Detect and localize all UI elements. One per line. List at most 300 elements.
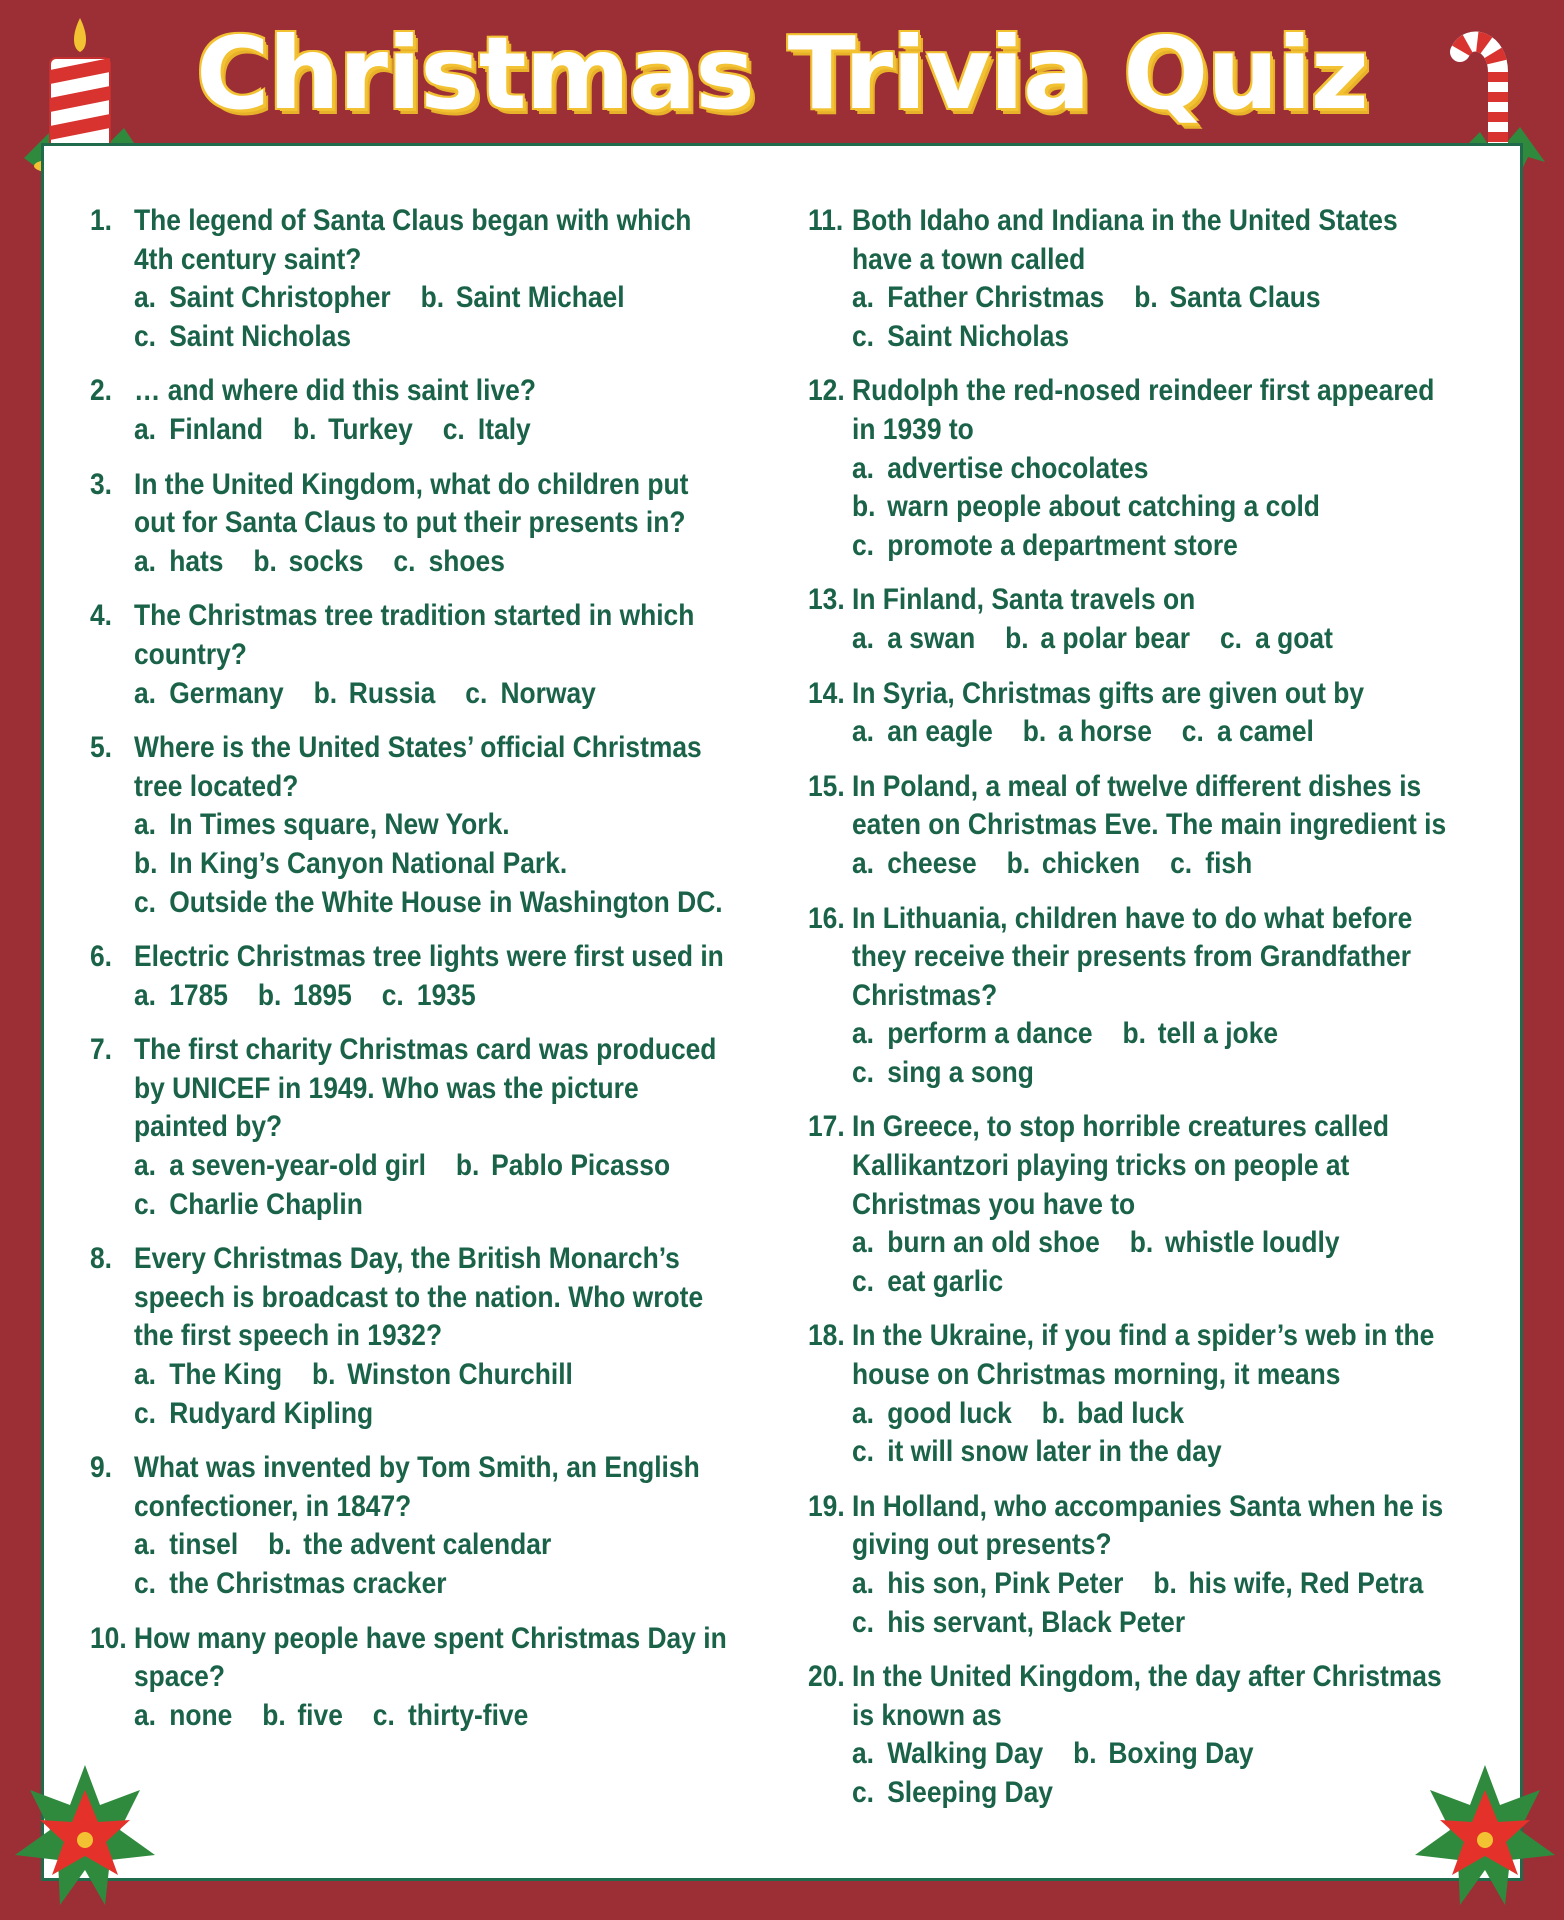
option-letter: b.	[134, 846, 158, 880]
question-text: In the United Kingdom, the day after Christmas	[852, 1660, 1442, 1694]
question-text: country?	[134, 637, 247, 671]
answer-option	[1005, 620, 1190, 659]
option-text: thirty-five	[408, 1698, 529, 1732]
answer-option	[1042, 1395, 1184, 1434]
answer-option	[852, 1224, 1100, 1263]
option-text: the Christmas cracker	[169, 1567, 447, 1600]
option-text: socks	[288, 544, 364, 578]
answer-option	[134, 1526, 238, 1565]
question-text: In Finland, Santa travels on	[852, 583, 1196, 617]
question-number: 7.	[90, 1033, 113, 1067]
answer-option	[393, 543, 505, 582]
question-text: Both Idaho and Indiana in the United States	[852, 204, 1398, 237]
option-letter: c.	[852, 1264, 875, 1298]
answer-option	[852, 1735, 1043, 1774]
answer-option	[852, 620, 975, 659]
question-text: in 1939 to	[852, 412, 974, 446]
option-text: Saint Nicholas	[169, 319, 352, 353]
option-letter: a.	[134, 544, 157, 578]
question-text: out for Santa Claus to put their presents in?	[134, 506, 686, 540]
question-text: they receive their presents from Grandfather	[852, 940, 1411, 974]
question-number: 15.	[808, 769, 845, 803]
option-letter: a.	[852, 621, 875, 655]
answer-options	[808, 1054, 1508, 1093]
answer-option	[134, 543, 223, 582]
question-text: by UNICEF in 1949. Who was the picture	[134, 1071, 639, 1105]
answer-options	[90, 1395, 790, 1434]
question-item	[90, 729, 790, 922]
question-text: space?	[134, 1660, 225, 1694]
question-number: 19.	[808, 1489, 845, 1523]
question-item	[90, 372, 790, 449]
question-item	[808, 768, 1508, 884]
answer-options	[90, 1565, 790, 1604]
question-number: 16.	[808, 901, 845, 935]
answer-option	[262, 1697, 343, 1736]
option-text: none	[169, 1698, 233, 1732]
answer-option	[258, 977, 352, 1016]
option-letter: c.	[1170, 846, 1193, 880]
question-text: The legend of Santa Claus began with which	[134, 204, 692, 237]
question-text: In Lithuania, children have to do what before	[852, 901, 1413, 935]
answer-options	[90, 675, 790, 714]
option-text: a polar bear	[1040, 621, 1191, 655]
option-letter: b.	[1129, 1226, 1154, 1260]
answer-option	[421, 279, 625, 318]
answer-options	[808, 1015, 1508, 1054]
option-letter: b.	[262, 1698, 286, 1732]
option-text: Outside the White House in Washington DC.	[169, 885, 723, 919]
answer-option	[134, 884, 723, 923]
option-text: warn people about catching a cold	[887, 490, 1320, 524]
option-letter: a.	[852, 281, 875, 315]
option-text: sing a song	[887, 1055, 1034, 1089]
question-item	[808, 900, 1508, 1093]
question-number: 18.	[808, 1319, 845, 1353]
question-text: speech is broadcast to the nation. Who wrote	[134, 1280, 704, 1314]
option-letter: b.	[292, 412, 317, 446]
question-text: 4th century saint?	[134, 242, 362, 276]
question-item	[808, 1317, 1508, 1471]
answer-options	[808, 1565, 1508, 1604]
answer-option	[852, 318, 1069, 357]
option-text: Germany	[169, 676, 284, 710]
question-number: 10.	[90, 1621, 127, 1655]
answer-option	[456, 1147, 670, 1186]
answer-option	[852, 1774, 1053, 1813]
option-text: good luck	[887, 1396, 1012, 1430]
option-letter: c.	[134, 885, 157, 919]
option-letter: b.	[455, 1149, 480, 1183]
option-text: In King’s Canyon National Park.	[169, 846, 568, 880]
option-text: Pablo Picasso	[491, 1149, 671, 1183]
option-text: tinsel	[169, 1528, 239, 1562]
option-letter: b.	[852, 490, 876, 524]
question-item	[808, 1108, 1508, 1301]
question-number: 13.	[808, 583, 845, 617]
question-text: Christmas you have to	[852, 1187, 1136, 1221]
option-letter: c.	[852, 528, 875, 562]
question-text: Every Christmas Day, the British Monarch’s	[134, 1242, 680, 1276]
question-number: 12.	[808, 374, 845, 408]
question-number: 4.	[90, 599, 113, 633]
answer-options	[808, 1263, 1508, 1302]
question-item	[808, 1488, 1508, 1642]
option-letter: a.	[134, 281, 157, 315]
question-number: 2.	[90, 374, 113, 408]
answer-options	[90, 806, 790, 845]
option-text: his wife, Red Petra	[1188, 1567, 1424, 1600]
answer-options	[808, 318, 1508, 357]
answer-option	[1007, 845, 1141, 884]
answer-options	[808, 845, 1508, 884]
answer-options	[808, 279, 1508, 318]
answer-option	[268, 1526, 551, 1565]
answer-option	[134, 675, 284, 714]
option-text: a horse	[1057, 715, 1152, 749]
option-letter: b.	[313, 676, 338, 710]
answer-option	[852, 1015, 1093, 1054]
option-text: his son, Pink Peter	[887, 1567, 1124, 1600]
answer-option	[852, 488, 1320, 527]
option-letter: b.	[1006, 846, 1031, 880]
option-letter: a.	[134, 978, 157, 1012]
answer-option	[852, 713, 993, 752]
answer-option	[382, 977, 476, 1016]
option-text: Russia	[348, 676, 436, 710]
option-text: promote a department store	[887, 528, 1238, 562]
answer-option	[852, 1395, 1012, 1434]
question-number: 11.	[808, 204, 844, 237]
option-text: Saint Christopher	[169, 281, 391, 315]
option-letter: c.	[852, 1055, 875, 1089]
option-text: In Times square, New York.	[169, 808, 510, 842]
answer-option	[314, 675, 436, 714]
answer-options	[90, 411, 790, 450]
option-letter: c.	[393, 544, 416, 578]
question-number: 1.	[90, 204, 113, 237]
option-text: Rudyard Kipling	[169, 1396, 374, 1430]
question-text: confectioner, in 1847?	[134, 1489, 412, 1523]
question-item	[90, 1449, 790, 1603]
option-text: Finland	[169, 412, 264, 446]
option-text: The King	[169, 1358, 283, 1392]
question-text: How many people have spent Christmas Day in	[134, 1621, 727, 1655]
option-letter: a.	[852, 1396, 875, 1430]
question-item	[90, 597, 790, 713]
answer-options	[90, 884, 790, 923]
question-text: Electric Christmas tree lights were first used in	[134, 940, 724, 974]
question-text: … and where did this saint live?	[134, 374, 536, 408]
answer-option	[852, 1054, 1034, 1093]
question-text: In Syria, Christmas gifts are given out by	[852, 676, 1365, 710]
answer-option	[134, 1147, 426, 1186]
option-letter: a.	[134, 676, 157, 710]
option-letter: a.	[852, 1737, 875, 1771]
option-text: Walking Day	[887, 1737, 1044, 1771]
option-letter: c.	[1181, 715, 1204, 749]
option-letter: c.	[372, 1698, 395, 1732]
answer-option	[1130, 1224, 1340, 1263]
answer-option	[293, 411, 413, 450]
question-number: 8.	[90, 1242, 113, 1276]
answer-options	[90, 543, 790, 582]
question-number: 5.	[90, 731, 113, 765]
option-text: Turkey	[328, 412, 413, 446]
answer-option	[253, 543, 363, 582]
option-text: hats	[169, 544, 224, 578]
answer-options	[808, 1433, 1508, 1472]
option-text: Charlie Chaplin	[169, 1187, 363, 1221]
answer-option	[134, 1356, 282, 1395]
answer-option	[852, 1604, 1185, 1643]
question-text: What was invented by Tom Smith, an English	[134, 1451, 700, 1485]
option-letter: c.	[465, 676, 488, 710]
answer-options	[808, 713, 1508, 752]
option-text: 1785	[169, 978, 228, 1012]
answer-option	[852, 1263, 1003, 1302]
option-text: the advent calendar	[303, 1528, 552, 1562]
option-text: a camel	[1217, 715, 1314, 749]
answer-options	[90, 1526, 790, 1565]
quiz-panel	[44, 146, 1520, 1878]
question-number: 6.	[90, 940, 113, 974]
option-letter: b.	[1153, 1567, 1177, 1600]
option-text: a goat	[1255, 621, 1333, 655]
option-text: Saint Michael	[455, 281, 625, 315]
answer-options	[90, 845, 790, 884]
answer-option	[134, 806, 510, 845]
option-text: Boxing Day	[1108, 1737, 1254, 1771]
answer-option	[134, 977, 228, 1016]
option-text: Italy	[477, 412, 531, 446]
question-item	[808, 202, 1508, 356]
answer-options	[808, 1774, 1508, 1813]
option-letter: a.	[852, 1017, 875, 1051]
option-letter: b.	[1022, 715, 1047, 749]
question-text: In Poland, a meal of twelve different dishes is	[852, 769, 1422, 803]
option-text: cheese	[887, 846, 977, 880]
option-text: burn an old shoe	[887, 1226, 1100, 1260]
question-text: is known as	[852, 1698, 1002, 1732]
answer-options	[90, 1186, 790, 1225]
answer-option	[852, 1565, 1123, 1604]
answer-option	[1073, 1735, 1253, 1774]
answer-option	[1023, 713, 1152, 752]
option-text: chicken	[1041, 846, 1141, 880]
question-text: In the Ukraine, if you find a spider’s web in the	[852, 1319, 1435, 1353]
answer-option	[852, 279, 1104, 318]
question-text: the first speech in 1932?	[134, 1319, 443, 1353]
question-text: painted by?	[134, 1110, 283, 1144]
question-item	[90, 1031, 790, 1224]
answer-option	[1220, 620, 1333, 659]
answer-options	[808, 1395, 1508, 1434]
poinsettia-icon	[1410, 1760, 1560, 1910]
question-item	[90, 1240, 790, 1433]
answer-option	[373, 1697, 528, 1736]
option-text: five	[297, 1698, 343, 1732]
option-letter: a.	[852, 715, 875, 749]
option-letter: a.	[134, 1358, 157, 1392]
question-item	[808, 372, 1508, 565]
answer-option	[134, 845, 567, 884]
option-text: perform a dance	[887, 1017, 1093, 1051]
option-letter: b.	[1134, 281, 1158, 315]
option-letter: c.	[381, 978, 404, 1012]
answer-options	[90, 318, 790, 357]
question-text: Christmas?	[852, 978, 998, 1012]
question-number: 20.	[808, 1660, 845, 1694]
question-text: In Greece, to stop horrible creatures called	[852, 1110, 1389, 1144]
answer-option	[134, 1395, 373, 1434]
question-item	[808, 1658, 1508, 1812]
question-item	[90, 466, 790, 582]
option-letter: a.	[134, 1698, 157, 1732]
option-letter: c.	[442, 412, 465, 446]
option-letter: c.	[134, 319, 157, 353]
answer-option	[443, 411, 531, 450]
answer-option	[134, 1697, 232, 1736]
option-text: tell a joke	[1157, 1017, 1279, 1051]
answer-option	[852, 1433, 1222, 1472]
option-text: his servant, Black Peter	[887, 1605, 1186, 1639]
answer-option	[852, 527, 1238, 566]
answer-option	[1170, 845, 1252, 884]
option-letter: a.	[852, 846, 875, 880]
answer-options	[808, 488, 1508, 527]
option-letter: b.	[257, 978, 282, 1012]
answer-option	[1123, 1015, 1279, 1054]
quiz-column-left	[90, 202, 790, 1751]
question-text: In Holland, who accompanies Santa when he is	[852, 1489, 1444, 1523]
question-text: Rudolph the red-nosed reindeer first appeared	[852, 374, 1435, 408]
option-letter: b.	[253, 544, 277, 578]
answer-options	[90, 1356, 790, 1395]
question-text: have a town called	[852, 242, 1086, 276]
question-item	[90, 938, 790, 1015]
question-item	[808, 581, 1508, 658]
option-text: 1895	[293, 978, 352, 1012]
option-letter: b.	[1041, 1396, 1066, 1430]
question-number: 17.	[808, 1110, 845, 1144]
question-text: Kallikantzori playing tricks on people at	[852, 1149, 1350, 1183]
option-text: an eagle	[887, 715, 993, 749]
answer-options	[808, 620, 1508, 659]
option-text: Sleeping Day	[887, 1775, 1053, 1809]
answer-options	[90, 1147, 790, 1186]
question-text: tree located?	[134, 769, 299, 803]
question-text: The Christmas tree tradition started in which	[134, 599, 695, 633]
answer-option	[1182, 713, 1314, 752]
option-letter: c.	[134, 1187, 157, 1221]
answer-option	[134, 1186, 363, 1225]
answer-options	[90, 977, 790, 1016]
answer-option	[465, 675, 596, 714]
option-letter: a.	[852, 451, 875, 485]
answer-options	[808, 1224, 1508, 1263]
option-text: 1935	[416, 978, 476, 1012]
option-letter: a.	[134, 1528, 157, 1562]
option-letter: a.	[852, 1567, 875, 1600]
answer-option	[1134, 279, 1320, 318]
option-letter: c.	[852, 1605, 875, 1639]
option-letter: b.	[312, 1358, 336, 1392]
question-number: 3.	[90, 467, 113, 501]
answer-options	[808, 1735, 1508, 1774]
option-text: bad luck	[1076, 1396, 1185, 1430]
question-text: house on Christmas morning, it means	[852, 1358, 1341, 1392]
option-letter: c.	[852, 1775, 875, 1809]
question-item	[90, 1620, 790, 1736]
option-text: whistle loudly	[1164, 1226, 1340, 1260]
option-text: fish	[1205, 846, 1253, 880]
option-letter: a.	[852, 1226, 875, 1260]
answer-option	[134, 1565, 447, 1604]
option-text: Winston Churchill	[347, 1358, 573, 1392]
option-text: Santa Claus	[1169, 281, 1321, 315]
answer-option	[134, 279, 391, 318]
answer-options	[808, 527, 1508, 566]
question-text: The first charity Christmas card was produced	[134, 1033, 717, 1067]
answer-options	[808, 1604, 1508, 1643]
option-letter: b.	[1073, 1737, 1097, 1771]
option-letter: c.	[852, 1435, 875, 1469]
option-letter: b.	[1122, 1017, 1147, 1051]
option-letter: a.	[134, 1149, 157, 1183]
quiz-column-right	[808, 202, 1508, 1829]
answer-options	[90, 1697, 790, 1736]
question-item	[90, 202, 790, 356]
question-text: eaten on Christmas Eve. The main ingredient is	[852, 808, 1447, 842]
option-text: eat garlic	[887, 1264, 1004, 1298]
answer-option	[852, 845, 977, 884]
question-item	[808, 675, 1508, 752]
question-text: giving out presents?	[852, 1528, 1112, 1562]
poinsettia-icon	[10, 1760, 160, 1910]
option-letter: c.	[134, 1567, 157, 1600]
answer-options	[90, 279, 790, 318]
answer-option	[134, 411, 263, 450]
option-letter: b.	[420, 281, 445, 315]
option-text: Norway	[500, 676, 596, 710]
answer-options	[808, 450, 1508, 489]
option-text: Father Christmas	[887, 281, 1105, 315]
question-number: 14.	[808, 676, 845, 710]
option-letter: c.	[134, 1396, 157, 1430]
question-number: 9.	[90, 1451, 113, 1485]
question-text: Where is the United States’ official Christmas	[134, 731, 702, 765]
option-text: it will snow later in the day	[887, 1435, 1222, 1469]
answer-option	[134, 318, 351, 357]
answer-option	[312, 1356, 573, 1395]
option-letter: c.	[1219, 621, 1242, 655]
option-letter: c.	[852, 319, 875, 353]
page-title: Christmas Trivia Quiz	[196, 15, 1368, 132]
option-text: a swan	[887, 621, 976, 655]
option-text: a seven-year-old girl	[169, 1149, 426, 1183]
option-letter: a.	[134, 808, 157, 842]
option-letter: b.	[1005, 621, 1029, 655]
question-text: In the United Kingdom, what do children put	[134, 467, 689, 501]
option-letter: a.	[134, 412, 157, 446]
answer-option	[1153, 1565, 1423, 1604]
answer-option	[852, 450, 1148, 489]
option-text: shoes	[428, 544, 505, 578]
option-text: Saint Nicholas	[887, 319, 1070, 353]
option-letter: b.	[268, 1528, 292, 1562]
option-text: advertise chocolates	[887, 451, 1149, 485]
